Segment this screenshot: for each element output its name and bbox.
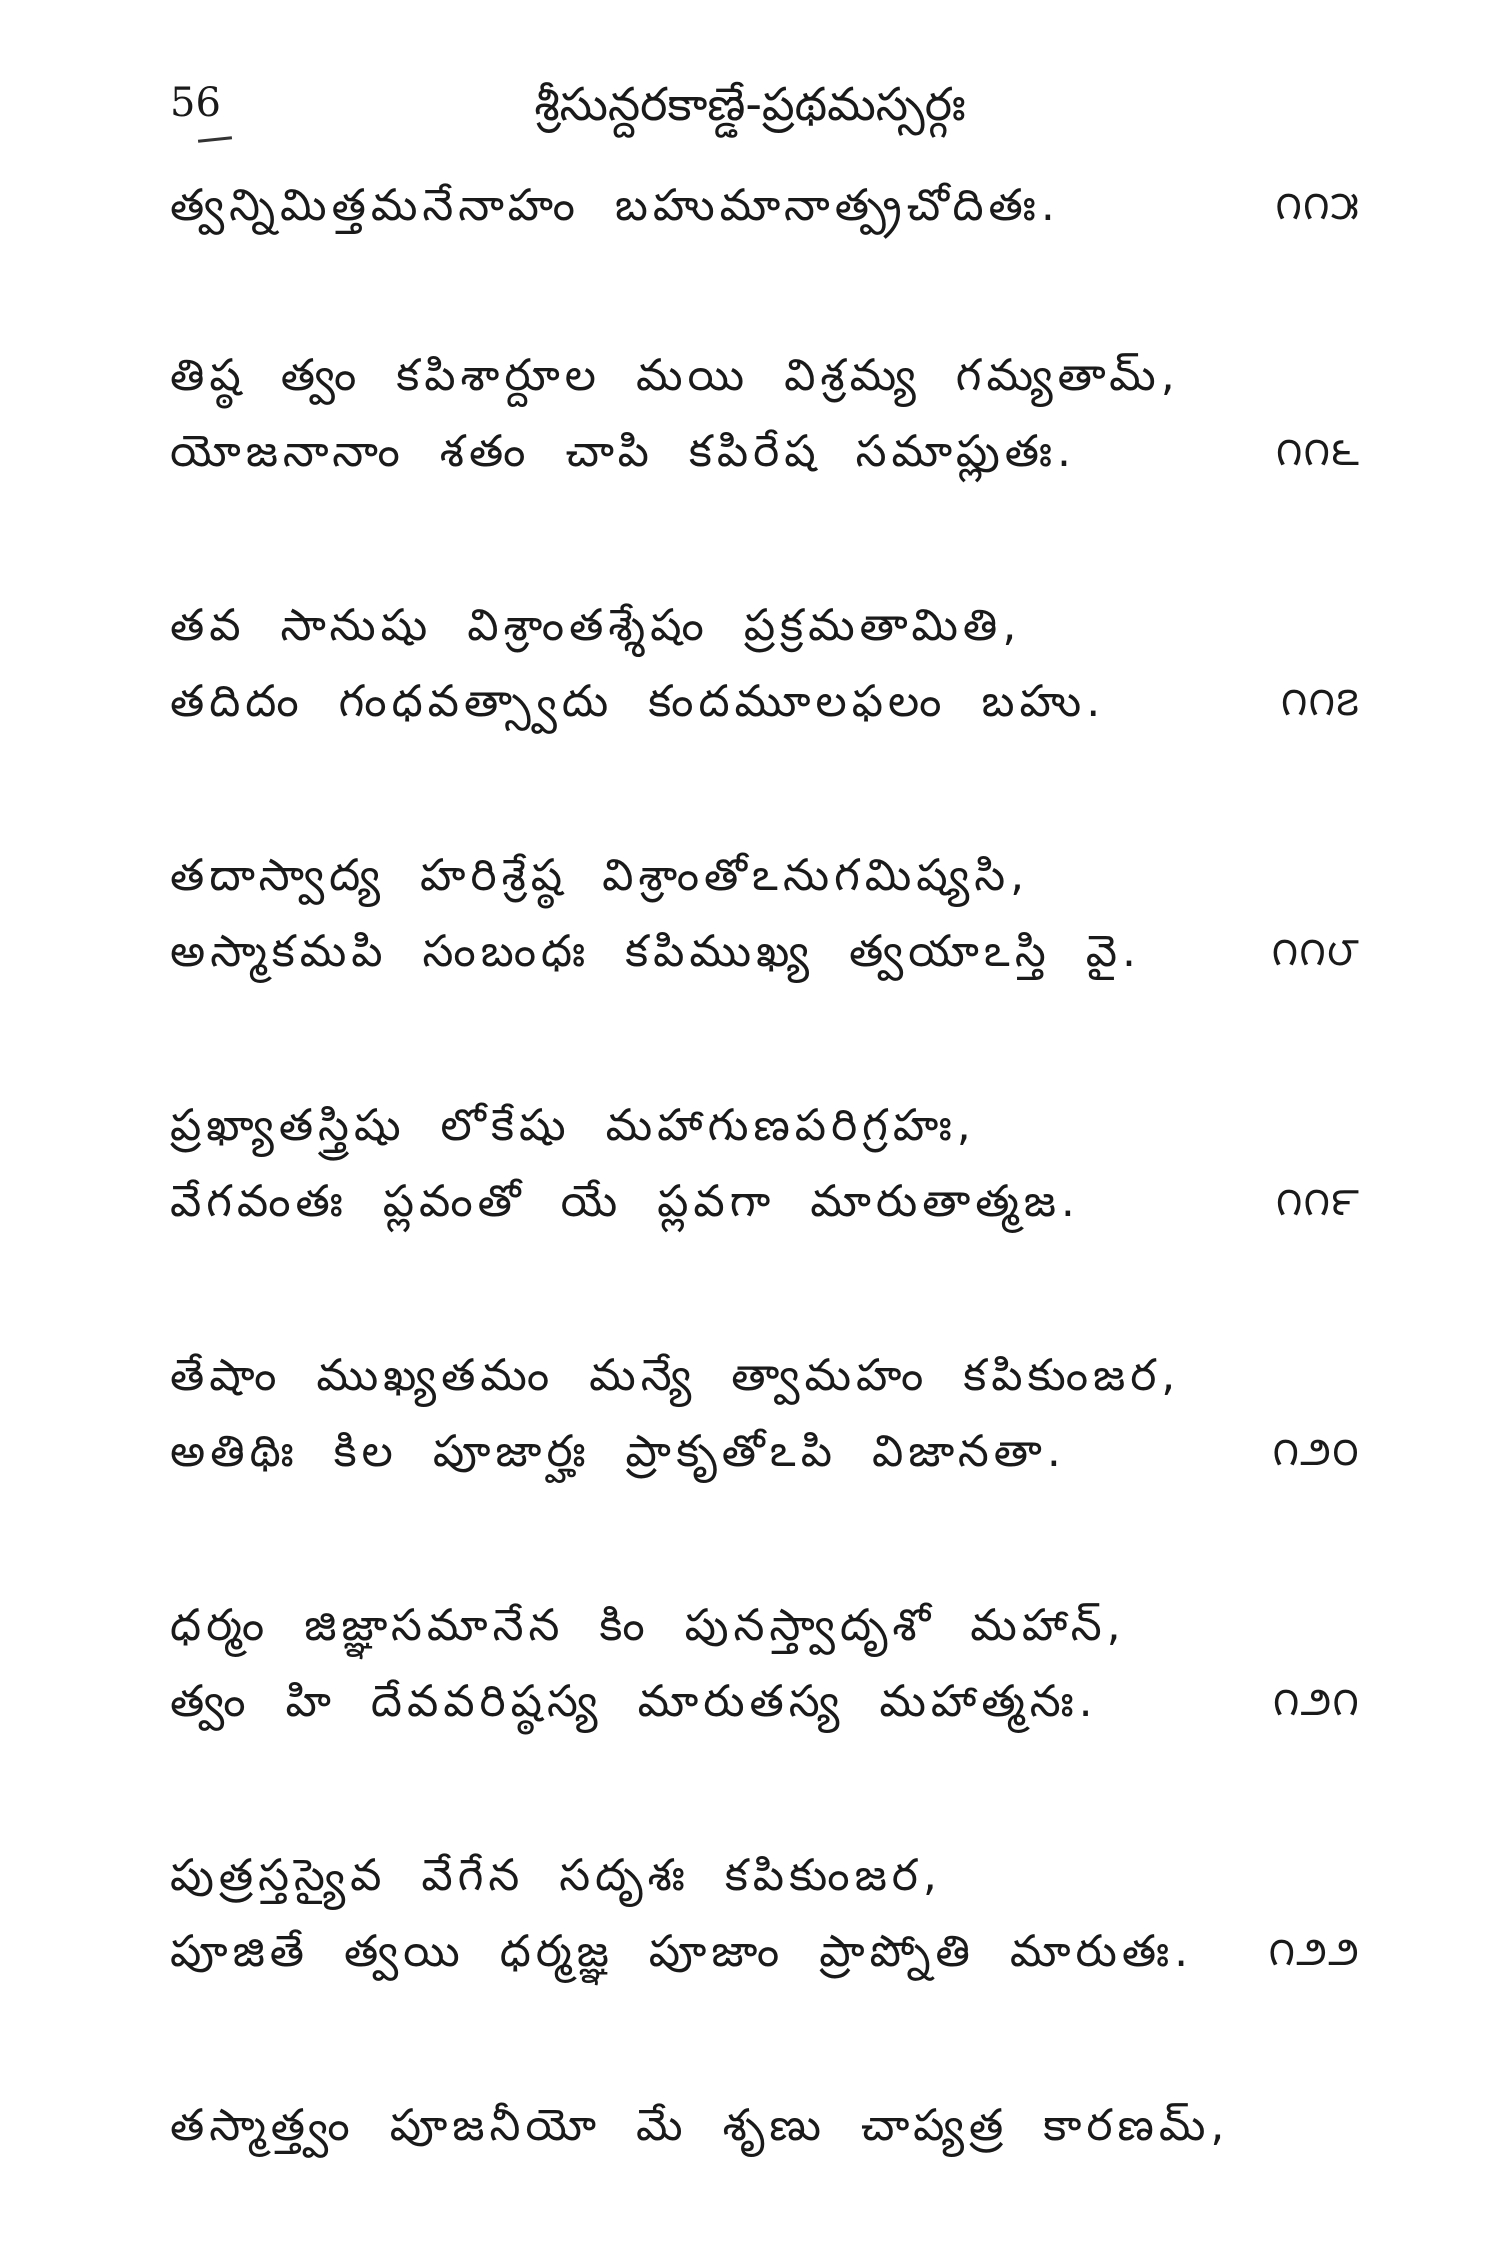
verse-line xyxy=(170,1338,1360,1414)
verse-line xyxy=(170,664,1360,740)
verse xyxy=(170,588,1360,740)
page-number-underline xyxy=(198,136,232,143)
verse-number: ౧౨౨ xyxy=(1268,1929,1360,1975)
verse-line-text: అతిథిః కిల పూజార్హః ప్రాకృతోఽపి విజానతా. xyxy=(170,1426,1066,1477)
verse-line xyxy=(170,1914,1360,1990)
verse-line xyxy=(170,2088,1360,2164)
verse-number: ౧౨౧ xyxy=(1272,1679,1360,1725)
verse-line-text: తవ సానుషు విశ్రాంతశ్శేషం ప్రక్రమతామితి, xyxy=(170,600,1022,651)
verse xyxy=(170,1088,1360,1240)
verse-number: ౧౧౬ xyxy=(1275,429,1360,475)
verse-number: ౧౧౯ xyxy=(1275,1179,1360,1225)
verse-line-text: త్వన్నిమిత్తమనేనాహం బహుమానాత్ప్రచోదితః. xyxy=(170,180,1060,231)
verse-line-text: ధర్మం జిజ్ఞాసమానేన కిం పునస్త్వాదృశో మహాన్, xyxy=(170,1600,1126,1651)
verse xyxy=(170,338,1360,490)
verse-line-text: వేగవంతః ప్లవంతో యే ప్లవగా మారుతాత్మజ. xyxy=(170,1176,1080,1227)
verse-line-text: తిష్ఠ త్వం కపిశార్దూల మయి విశ్రమ్య గమ్యతామ్, xyxy=(170,350,1180,401)
verse-line xyxy=(170,1164,1360,1240)
verse-number: ౧౧౮ xyxy=(1271,929,1360,975)
verse-line xyxy=(170,838,1360,914)
verse-line xyxy=(170,1088,1360,1164)
verse-number: ౧౧౫ xyxy=(1275,183,1360,229)
verse-text-block xyxy=(170,168,1360,2262)
verse-number: ౧౧౭ xyxy=(1280,679,1360,725)
verse-line xyxy=(170,1414,1360,1490)
verse-line-text: పూజితే త్వయి ధర్మజ్ఞ పూజాం ప్రాప్నోతి మారుతః. xyxy=(170,1926,1194,1977)
verse-line xyxy=(170,1588,1360,1664)
verse-line-text: త్వం హి దేవవరిష్ఠస్య మారుతస్య మహాత్మనః. xyxy=(170,1676,1098,1727)
verse xyxy=(170,838,1360,990)
verse-line-text: అస్మాకమపి సంబంధః కపిముఖ్య త్వయాఽస్తి వై. xyxy=(170,926,1141,977)
verse-line xyxy=(170,1838,1360,1914)
verse-list xyxy=(170,338,1360,2164)
verse-line xyxy=(170,1664,1360,1740)
verse xyxy=(170,1838,1360,1990)
running-header: శ్రీసున్దరకాణ్డే-ప్రథమస్సర్గః xyxy=(534,77,966,131)
verse-number: ౧౨౦ xyxy=(1272,1429,1360,1475)
verse-line-text: తేషాం ముఖ్యతమం మన్యే త్వామహం కపికుంజర, xyxy=(170,1350,1181,1401)
page-number: 56 xyxy=(170,80,221,126)
verse-line-text: తదాస్వాద్య హరిశ్రేష్ఠ విశ్రాంతోఽనుగమిష్యసి, xyxy=(170,850,1030,901)
verse-line-text: పుత్రస్తస్యైవ వేగేన సదృశః కపికుంజర, xyxy=(170,1850,942,1901)
verse-line xyxy=(170,168,1360,244)
verse-line xyxy=(170,414,1360,490)
verse xyxy=(170,2088,1360,2164)
verse-line-text: తస్మాత్త్వం పూజనీయో మే శృణు చాప్యత్ర కారణమ్, xyxy=(170,2100,1230,2151)
verse-line xyxy=(170,338,1360,414)
verse xyxy=(170,1588,1360,1740)
verse-line xyxy=(170,914,1360,990)
verse-line-text: ప్రఖ్యాతస్త్రిషు లోకేషు మహాగుణపరిగ్రహః, xyxy=(170,1100,976,1151)
verse-line xyxy=(170,588,1360,664)
verse-line-text: యోజనానాం శతం చాపి కపిరేష సమాప్లుతః. xyxy=(170,426,1076,477)
verse xyxy=(170,1338,1360,1490)
verse-line-text: తదిదం గంధవత్స్వాదు కందమూలఫలం బహు. xyxy=(170,676,1106,727)
